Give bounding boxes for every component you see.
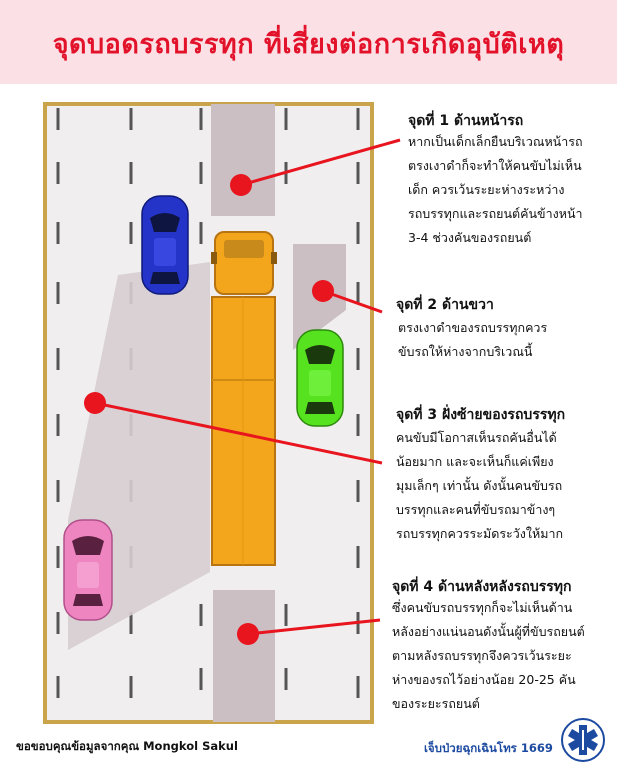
point-1-text: หากเป็นเด็กเล็กยืนบริเวณหน้ารถ ตรงเงาดำก็จะทำให้คนขับไม่เห็น เด็ก ควรเว้นระยะห่างระหว่าง รถบรรทุกและรถยนต์คันข้างหน้า 3-4 ช่วงคันของรถยนต์ — [408, 134, 583, 245]
point-2-title: จุดที่ 2 ด้านขวา — [396, 297, 494, 313]
point-1-title: จุดที่ 1 ด้านหน้ารถ — [408, 113, 524, 129]
point-2-text: ตรงเงาดำของรถบรรทุกควร ขับรถให้ห่างจากบริเวณนี้ — [398, 320, 548, 359]
star-of-life-icon — [561, 718, 605, 762]
car-green — [297, 330, 343, 426]
point-3-title: จุดที่ 3 ฝั่งซ้ายของรถบรรทุก — [396, 407, 566, 423]
blind-zone-front — [211, 104, 275, 216]
point-4-title: จุดที่ 4 ด้านหลังหลังรถบรรทุก — [392, 579, 572, 595]
car-pink — [64, 520, 112, 620]
credit-text: ขอขอบคุณข้อมูลจากคุณ Mongkol Sakul — [16, 739, 238, 753]
hotline-text: เจ็บป่วยฉุกเฉินโทร 1669 — [424, 741, 553, 755]
truck — [211, 232, 277, 565]
blind-zone-rear — [213, 590, 275, 722]
page-title: จุดบอดรถบรรทุก ที่เสี่ยงต่อการเกิดอุบัติเหตุ — [52, 29, 565, 60]
point-4-text: ซึ่งคนขับรถบรรทุกก็จะไม่เห็นด้าน หลังอย่างแน่นอนดังนั้นผู้ที่ขับรถยนต์ ตามหลังรถบรรทุกจึงควรเว้นระยะ ห่างของรถไว้อย่างน้อย 20-25 คัน ของระยะรถยนต์ — [392, 600, 585, 711]
point-3-text: คนขับมีโอกาสเห็นรถคันอื่นได้ น้อยมาก และจะเห็นก็แค่เพียง มุมเล็กๆ เท่านั้น ดังนั้นคนขับรถ บรรทุกและคนที่ขับรถมาข้างๆ รถบรรทุกควรระมัดระวังให้มาก — [396, 430, 564, 541]
car-blue — [142, 196, 188, 294]
